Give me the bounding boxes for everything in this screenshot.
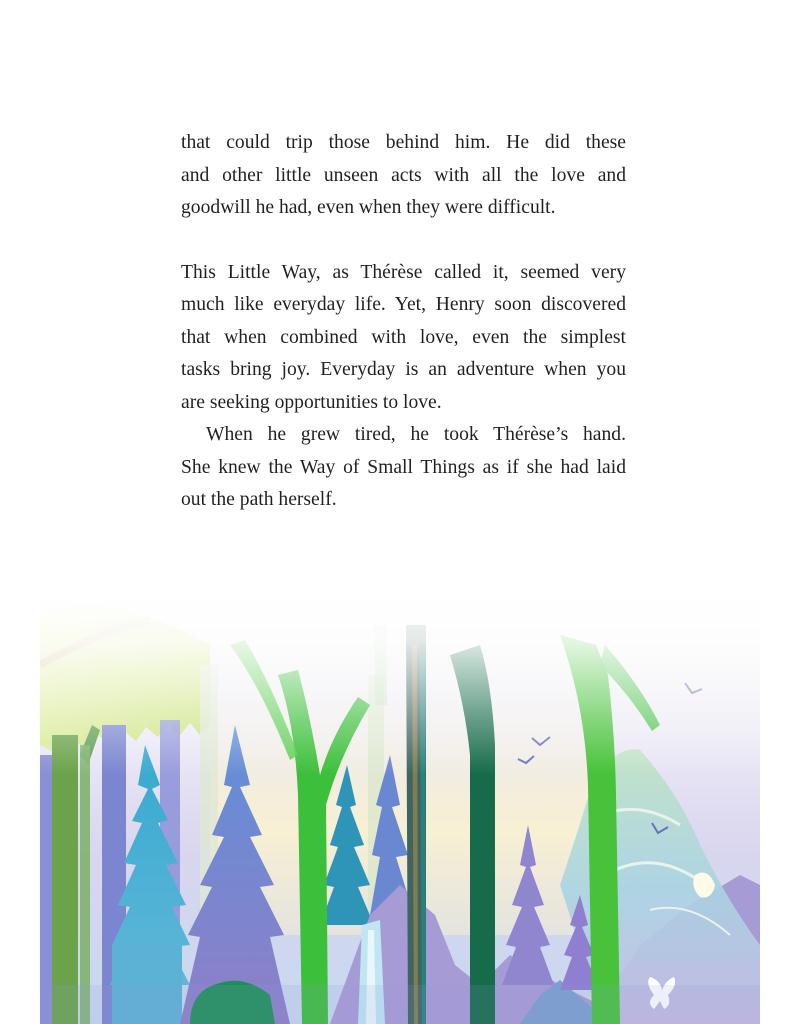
text-line: This Little Way, as Thérèse called it, seemed very xyxy=(181,261,626,283)
text-line: and other little unseen acts with all the love and xyxy=(181,164,626,186)
text-line: are seeking opportunities to love. xyxy=(181,391,442,413)
text-line: that when combined with love, even the simplest xyxy=(181,326,626,348)
paragraph-2 xyxy=(181,257,626,420)
text-line: goodwill he had, even when they were difficult. xyxy=(181,197,556,218)
body-text xyxy=(181,127,626,517)
text-line: out the path herself. xyxy=(181,489,337,510)
paragraph-1 xyxy=(181,127,626,225)
text-line: that could trip those behind him. He did these xyxy=(181,132,626,153)
paragraph-spacer xyxy=(181,225,626,257)
forest-scene-image xyxy=(40,585,760,1024)
text-line: When he grew tired, he took Thérèse’s hand. xyxy=(206,424,626,445)
text-line: She knew the Way of Small Things as if she had laid xyxy=(181,456,626,478)
text-line: tasks bring joy. Everyday is an adventure when you xyxy=(181,359,626,380)
forest-illustration xyxy=(40,585,760,1024)
text-line: much like everyday life. Yet, Henry soon discovered xyxy=(181,294,626,315)
paragraph-3 xyxy=(181,419,626,517)
